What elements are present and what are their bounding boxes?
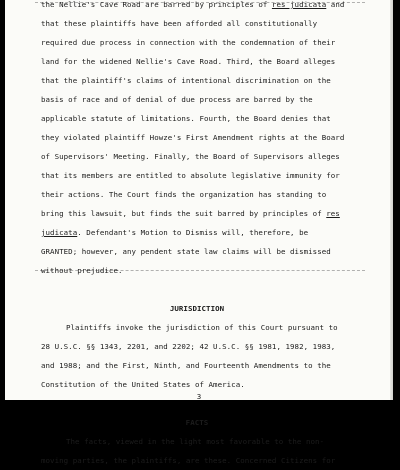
text-line: that the plaintiff's claims of intentional discrimination on the [41,76,331,85]
text-line [41,204,353,223]
text-line: of Supervisors' Meeting. Finally, the Board of Supervisors alleges [41,152,340,161]
text-span: bring this lawsuit, but finds the suit barred by principles of [41,209,327,218]
page-number: 3 [196,392,202,401]
text-line: Plaintiffs invoke the jurisdiction of this Court pursuant to [66,323,338,332]
underlined-term: res [326,209,340,218]
section-heading-facts: FACTS [185,418,209,427]
text-line [41,223,353,242]
section-heading-jurisdiction: JURISDICTION [169,304,225,313]
text-line: moving parties, the plaintiffs, are these. Concerned Citizens for [41,456,336,465]
underlined-term: res judicata [271,0,327,9]
text-line: without prejudice. [41,266,123,275]
text-line: that these plaintiffs have been afforded all constitutionally [41,19,318,28]
text-span: . Defendant's Motion to Dismiss will, therefore, be [77,228,309,237]
text-line: 28 U.S.C. §§ 1343, 2201, and 2202; 42 U.S.C. §§ 1981, 1982, 1983, [41,342,336,351]
text-line: Constitution of the United States of America. [41,380,245,389]
text-line: and 1988; and the First, Ninth, and Fourteenth Amendments to the [41,361,331,370]
text-line [41,0,353,14]
text-line: they violated plaintiff Howze's First Amendment rights at the Board [41,133,345,142]
text-line: GRANTED; however, any pendent state law claims will be dismissed [41,247,331,256]
text-line: land for the widened Nellie's Cave Road. Third, the Board alleges [41,57,336,66]
text-line: their actions. The Court finds the organization has standing to [41,190,327,199]
document-page [5,0,393,465]
text-span: and [326,0,345,9]
underlined-term: judicata [41,228,78,237]
text-line: The facts, viewed in the light most favorable to the non- [66,437,325,446]
blank-line [41,280,353,299]
text-line: basis of race and of denial of due process are barred by the [41,95,313,104]
text-line: that its members are entitled to absolute legislative immunity for [41,171,340,180]
text-span: the Nellie's Cave Road are barred by principles of [41,0,272,9]
page-edge-shadow [390,0,393,400]
text-line: applicable statute of limitations. Fourth, the Board denies that [41,114,331,123]
text-line: required due process in connection with the condemnation of their [41,38,336,47]
